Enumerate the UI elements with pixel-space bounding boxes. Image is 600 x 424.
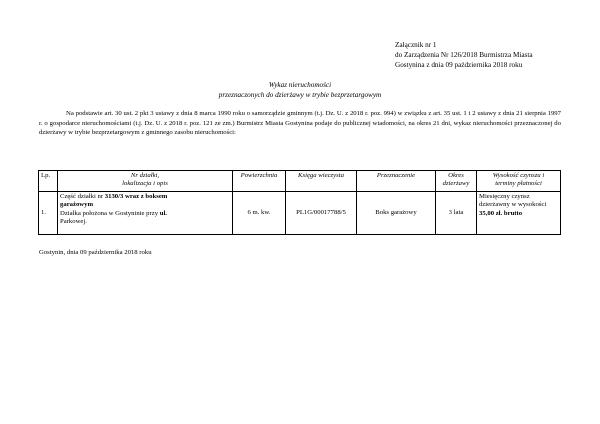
header-area: Powierzchnia [233, 171, 286, 192]
parcel-number: 3130/3 wraz z boksem [104, 193, 168, 200]
rent-line2: dzierżawny w wysokości [479, 201, 547, 209]
annex-line-3: Gostynina z dnia 09 października 2018 roku [395, 61, 523, 69]
parcel-location-street-abbr: ul. [159, 209, 167, 217]
header-rent-line2: terminy płatności [495, 180, 542, 188]
cell-register: PL1G/00017788/5 [286, 192, 357, 235]
header-lp: Lp. [39, 171, 58, 192]
rent-line1: Miesięczny czynsz [479, 193, 530, 200]
intro-paragraph: Na podstawie art. 30 ust. 2 pkt 3 ustawy z dnia 8 marca 1990 roku o samorządzie gminnym (t.j. Dz. U. z 2018 r. poz. 994) w związku z art. 35 ust. 1 i 2 ustawy z dnia 21 sierpnia 1997 r. o gospodarce nieruchomościami (t.j. Dz. U. z 2018 r. poz. 121 ze zm.) Burmistrz Miasta Gostynina podaje do publicznej wiadomości, na okres 21 dni, wykaz nieruchomości przeznaczonej do dzierżawy w trybie bezprzetargowym z gminnego zasobu nieruchomości: [39, 110, 561, 137]
header-register: Księga wieczysta [286, 171, 357, 192]
table-header-row [39, 171, 561, 192]
cell-parcel [58, 192, 233, 235]
title-line-2: przeznaczonych do dzierżawy w trybie bezprzetargowym [218, 91, 382, 99]
title-line-1: Wykaz nieruchomości [268, 81, 332, 89]
parcel-location-prefix: Działka położona w Gostyninie przy [60, 209, 160, 217]
header-term [436, 171, 477, 192]
parcel-location-suffix: Parkowej. [60, 218, 87, 226]
annex-line-1: Załącznik nr 1 [395, 41, 437, 49]
cell-lp: 1. [39, 192, 58, 235]
footer-date: Gostynin, dnia 09 października 2018 roku [39, 249, 152, 256]
header-term-line1: Okres [448, 172, 464, 179]
parcel-prefix: Część działki nr [60, 193, 105, 200]
property-table [38, 170, 561, 235]
header-term-line2: dzierżawy [442, 180, 470, 188]
header-rent [477, 171, 561, 192]
rent-amount: 35,00 zł. brutto [479, 209, 523, 217]
document-title [0, 80, 600, 100]
parcel-garage: garażowym [60, 201, 94, 209]
cell-area: 6 m. kw. [233, 192, 286, 235]
table-row [39, 192, 561, 235]
cell-term: 3 lata [436, 192, 477, 235]
header-parcel [58, 171, 233, 192]
header-rent-line1: Wysokość czynszu i [492, 172, 545, 179]
cell-purpose: Boks garażowy [357, 192, 436, 235]
header-parcel-line1: Nr działki, [130, 172, 160, 179]
annex-line-2: do Zarządzenia Nr 126/2018 Burmistrza Miasta [395, 51, 533, 59]
annex-header [395, 40, 533, 70]
header-purpose: Przeznaczenie [357, 171, 436, 192]
cell-rent [477, 192, 561, 235]
header-parcel-line2: lokalizacja i opis [122, 180, 168, 188]
